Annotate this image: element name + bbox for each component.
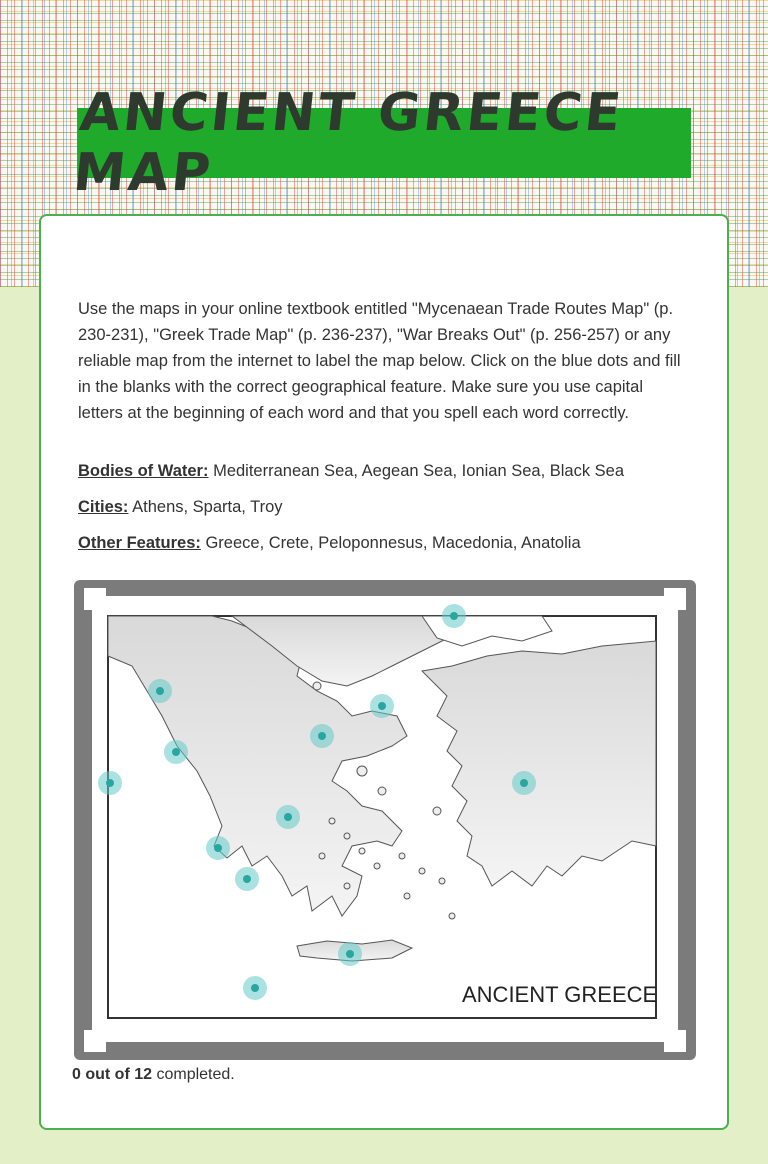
other-features-items: Greece, Crete, Peloponnesus, Macedonia, Anatolia	[205, 534, 581, 552]
map-dot-4[interactable]	[310, 724, 334, 748]
frame-corner-br	[664, 1030, 686, 1052]
map-dot-5[interactable]	[164, 740, 188, 764]
greece-map-graphic	[92, 596, 678, 1042]
map-dot-9[interactable]	[206, 836, 230, 860]
page-title: ANCIENT GREECE MAP	[70, 83, 627, 203]
instructions-text: Use the maps in your online textbook entitled "Mycenaean Trade Routes Map" (p. 230-231), "Greek Trade Map" (p. 236-237), "War Breaks Out" (p. 256-257) or any reliable map from the internet to label the map below. Click on the blue dots and fill in the blanks with the correct geographical feature. Make sure you use capital letters at the beginning of each word and that you spell each word correctly.	[78, 300, 681, 422]
frame-corner-tl	[84, 588, 106, 610]
map-dot-1[interactable]	[442, 604, 466, 628]
bodies-of-water-line	[78, 462, 698, 481]
bodies-of-water-items: Mediterranean Sea, Aegean Sea, Ionian Sea, Black Sea	[213, 462, 625, 480]
progress-suffix: completed.	[152, 1066, 235, 1083]
other-features-line	[78, 534, 698, 553]
map-dot-8[interactable]	[276, 805, 300, 829]
map-dot-12[interactable]	[243, 976, 267, 1000]
instructions	[78, 296, 688, 426]
map-dot-3[interactable]	[370, 694, 394, 718]
map-dot-6[interactable]	[98, 771, 122, 795]
other-features-label: Other Features:	[78, 534, 201, 552]
cities-label: Cities:	[78, 498, 129, 516]
progress-count: 0 out of 12	[72, 1066, 153, 1083]
bodies-of-water-label: Bodies of Water:	[78, 462, 209, 480]
title-banner	[70, 83, 691, 203]
map-caption: ANCIENT GREECE	[462, 982, 658, 1007]
map-dot-7[interactable]	[512, 771, 536, 795]
progress-status	[72, 1066, 235, 1084]
map-dot-2[interactable]	[148, 679, 172, 703]
frame-corner-bl	[84, 1030, 106, 1052]
map-dot-11[interactable]	[338, 942, 362, 966]
cities-items: Athens, Sparta, Troy	[132, 498, 283, 516]
frame-corner-tr	[664, 588, 686, 610]
map-dot-10[interactable]	[235, 867, 259, 891]
map-image	[92, 596, 678, 1042]
cities-line	[78, 498, 698, 517]
